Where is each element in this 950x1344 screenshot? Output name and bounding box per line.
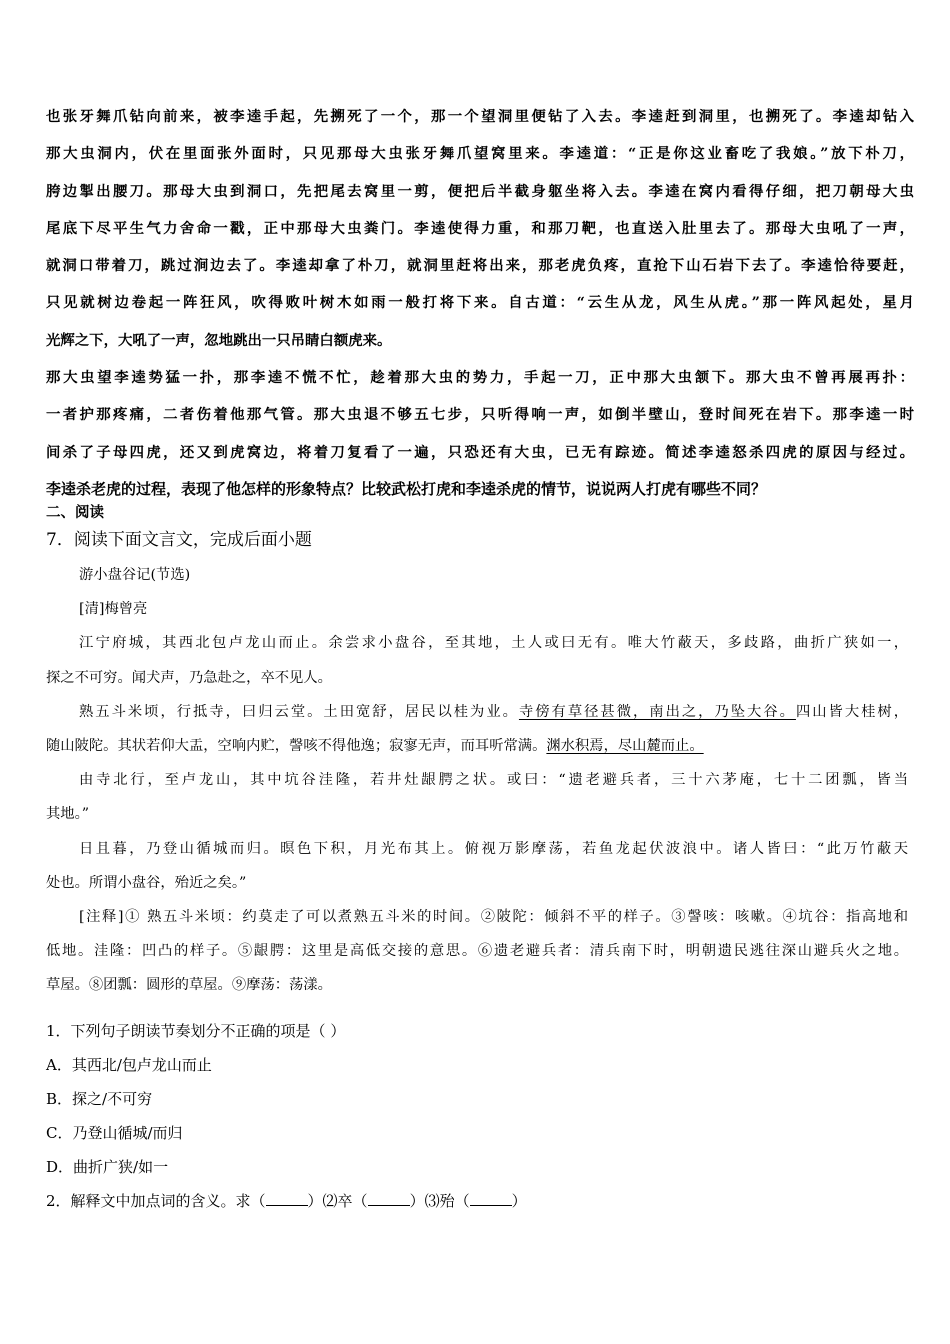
story-line: 也张牙舞爪钻向前来，被李逵手起，先搠死了一个，那一个望洞里便钻了入去。李逵赶到洞里，也搠死了。李逵却钻入	[46, 108, 914, 125]
story-line: 那大虫洞内，伏在里面张外面时，只见那母大虫张牙舞爪望窝里来。李逵道：“正是你这业畜吃了我娘。”放下朴刀，	[46, 145, 914, 163]
classical-essay	[46, 558, 908, 1003]
essay-line: 熟五斗米顷，行抵寺，曰归云堂。土田宽舒，居民以桂为业。寺傍有草径甚微，南出之，乃坠大谷。四山皆大桂树，	[79, 703, 908, 720]
underlined-sentence: 渊水积焉，尽山麓而止。	[546, 738, 704, 755]
answer-blank	[368, 1191, 410, 1206]
answer-blank	[470, 1191, 512, 1206]
story-line: 尾底下尽平生气力舍命一戳，正中那母大虫粪门。李逵使得力重，和那刀靶，也直送入肚里去了。那母大虫吼了一声，	[46, 219, 914, 237]
essay-line: 由寺北行，至卢龙山，其中坑谷洼隆，若井灶龈腭之状。或曰：“遗老避兵者，三十六茅庵，七十二团瓢，皆当	[79, 772, 908, 789]
story-line: 那大虫望李逵势猛一扑，那李逵不慌不忙，趁着那大虫的势力，手起一刀，正中那大虫颔下。那大虫不曾再展再扑：	[46, 369, 914, 387]
question-2: 2．解释文中加点词的含义。求（ ）⑵卒（ ）⑶殆（ ）	[46, 1192, 527, 1210]
section-title: 二、阅读	[46, 505, 104, 521]
story-passage	[46, 98, 914, 508]
story-line: 一者护那疼痛，二者伤着他那气管。那大虫退不够五七步，只听得响一声，如倒半壁山，登时间死在岩下。那李逵一时	[46, 406, 914, 424]
answer-blank	[266, 1191, 308, 1206]
essay-author: [清]梅曾亮	[79, 601, 148, 618]
option-b: B．探之/不可穷	[46, 1090, 153, 1108]
essay-line: 随山陂陀。其状若仰大盂，空响内贮，謦咳不得他逸；寂寥无声，而耳听常满。渊水积焉，尽山麓而止。	[46, 738, 704, 755]
story-line: 就洞口带着刀，跳过涧边去了。李逵却拿了朴刀，就洞里赶将出来，那老虎负疼，直抢下山石岩下去了。李逵恰待要赶，	[46, 257, 914, 275]
notes-line: [注释]① 熟五斗米顷：约莫走了可以煮熟五斗米的时间。②陂陀：倾斜不平的样子。③謦咳：咳嗽。④坑谷：指高地和	[79, 909, 908, 926]
story-line: 光辉之下，大吼了一声，忽地跳出一只吊睛白额虎来。	[46, 331, 392, 349]
option-a: A．其西北/包卢龙山而止	[46, 1056, 212, 1074]
story-line: 间杀了子母四虎，还又到虎窝边，将着刀复看了一遍，只恐还有大虫，已无有踪迹。简述李逵怒杀四虎的原因与经过。	[46, 443, 914, 461]
essay-line: 探之不可穷。闻犬声，乃急赴之，卒不见人。	[46, 669, 332, 686]
story-line: 只见就树边卷起一阵狂风，吹得败叶树木如雨一般打将下来。自古道：“云生从龙，风生从虎。”那一阵风起处，星月	[46, 294, 914, 312]
essay-title: 游小盘谷记(节选)	[79, 567, 191, 583]
story-line: 胯边掣出腰刀。那母大虫到洞口，先把尾去窝里一剪，便把后半截身躯坐将入去。李逵在窝内看得仔细，把刀朝母大虫	[46, 182, 914, 200]
essay-line: 其地。”	[46, 806, 90, 823]
underlined-sentence: 寺傍有草径甚微，南出之，乃坠大谷。	[518, 703, 796, 720]
essay-line: 江宁府城，其西北包卢龙山而止。余尝求小盘谷，至其地，土人或曰无有。唯大竹蔽天，多歧路，曲折广狭如一，	[79, 635, 908, 652]
story-question: 李逵杀老虎的过程，表现了他怎样的形象特点？比较武松打虎和李逵杀虎的情节，说说两人打虎有哪些不同？	[46, 479, 767, 498]
notes-line: 低地。洼隆：凹凸的样子。⑤龈腭：这里是高低交接的意思。⑥遗老避兵者：清兵南下时，明朝遗民逃往深山避兵火之地。	[46, 943, 908, 960]
option-d: D．曲折广狭/如一	[46, 1158, 169, 1176]
essay-line: 日且暮，乃登山循城而归。暝色下积，月光布其上。俯视万影摩荡，若鱼龙起伏波浪中。诸人皆曰：“此万竹蔽天	[79, 840, 908, 857]
option-c: C．乃登山循城/而归	[46, 1124, 183, 1142]
question-7-title: 7．阅读下面文言文，完成后面小题	[46, 530, 312, 550]
question-1: 1．下列句子朗读节奏划分不正确的项是（ ）	[46, 1022, 346, 1040]
notes-line: 草屋。⑧团瓢：圆形的草屋。⑨摩荡：荡漾。	[46, 977, 332, 994]
essay-line: 处也。所谓小盘谷，殆近之矣。”	[46, 874, 247, 891]
question-list	[46, 1014, 906, 1218]
